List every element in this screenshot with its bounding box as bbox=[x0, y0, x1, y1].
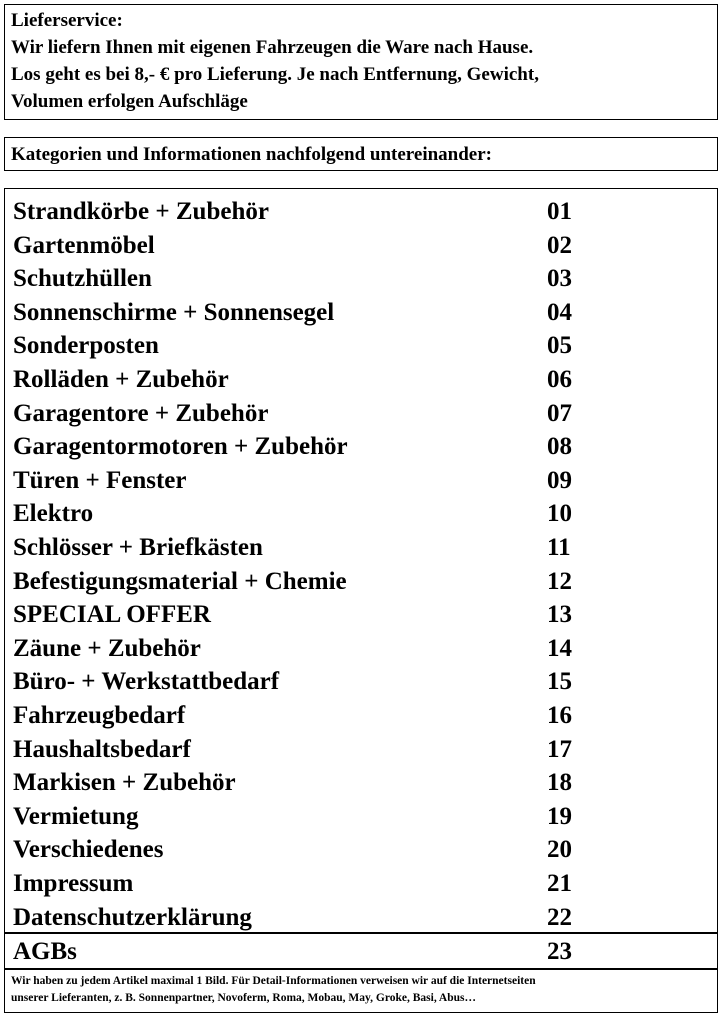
category-item-agb[interactable] bbox=[13, 934, 713, 970]
category-number: 11 bbox=[547, 534, 571, 561]
category-number: 09 bbox=[547, 466, 572, 494]
category-item[interactable] bbox=[13, 464, 713, 498]
category-label: Türen + Fenster bbox=[13, 466, 187, 494]
footer-note-box bbox=[4, 969, 718, 1013]
category-number: 19 bbox=[547, 802, 572, 830]
category-label: Sonnenschirme + Sonnensegel bbox=[13, 298, 335, 326]
category-item[interactable] bbox=[13, 497, 713, 531]
category-label: Datenschutzerklärung bbox=[13, 903, 252, 931]
category-item[interactable] bbox=[13, 699, 713, 733]
category-item[interactable] bbox=[13, 800, 713, 834]
category-item[interactable] bbox=[13, 195, 713, 229]
category-label: Garagentore + Zubehör bbox=[13, 399, 269, 427]
footer-note-line: Wir haben zu jedem Artikel maximal 1 Bild. Für Detail-Informationen verweisen wir auf die Internetseiten bbox=[11, 975, 536, 987]
category-label: Sonderposten bbox=[13, 332, 159, 360]
category-label: Rolläden + Zubehör bbox=[13, 366, 229, 393]
category-label: SPECIAL OFFER bbox=[13, 601, 211, 629]
delivery-line: Los geht es bei 8,- € pro Lieferung. Je nach Entfernung, Gewicht, bbox=[11, 64, 539, 85]
category-item[interactable] bbox=[13, 397, 713, 431]
delivery-line: Wir liefern Ihnen mit eigenen Fahrzeugen die Ware nach Hause. bbox=[11, 37, 534, 58]
category-number: 14 bbox=[547, 634, 572, 662]
category-item[interactable] bbox=[13, 867, 713, 901]
category-item[interactable] bbox=[13, 766, 713, 800]
category-item[interactable] bbox=[13, 833, 713, 867]
category-number: 12 bbox=[547, 567, 572, 595]
category-label: Vermietung bbox=[13, 802, 139, 830]
category-label: Gartenmöbel bbox=[13, 231, 155, 259]
category-number: 05 bbox=[547, 332, 572, 360]
delivery-line: Volumen erfolgen Aufschläge bbox=[11, 91, 248, 112]
category-item[interactable] bbox=[13, 565, 713, 599]
categories-intro-box bbox=[4, 137, 718, 171]
category-label: Schlösser + Briefkästen bbox=[13, 534, 263, 561]
category-label: Elektro bbox=[13, 500, 94, 528]
category-item[interactable] bbox=[13, 665, 713, 699]
category-number: 10 bbox=[547, 500, 572, 528]
category-number: 04 bbox=[547, 298, 572, 326]
category-item[interactable] bbox=[13, 531, 713, 565]
category-number: 22 bbox=[547, 903, 572, 931]
category-label: Zäune + Zubehör bbox=[13, 634, 201, 662]
category-label: Verschiedenes bbox=[13, 836, 164, 864]
category-item[interactable] bbox=[13, 296, 713, 330]
footer-note-line: unserer Lieferanten, z. B. Sonnenpartner, Novoferm, Roma, Mobau, May, Groke, Basi, Abus… bbox=[11, 992, 477, 1004]
category-number: 20 bbox=[547, 836, 572, 864]
category-number: 17 bbox=[547, 735, 572, 763]
category-number: 13 bbox=[547, 601, 572, 629]
category-number: 21 bbox=[547, 870, 572, 897]
delivery-info-box bbox=[4, 4, 718, 120]
category-number: 07 bbox=[547, 399, 572, 427]
categories-intro-text: Kategorien und Informationen nachfolgend untereinander: bbox=[11, 144, 493, 165]
category-label: Fahrzeugbedarf bbox=[13, 702, 186, 729]
category-item[interactable] bbox=[13, 733, 713, 767]
category-item[interactable] bbox=[13, 430, 713, 464]
category-number: 15 bbox=[547, 668, 572, 696]
category-number: 23 bbox=[547, 938, 572, 965]
category-label: AGBs bbox=[13, 938, 77, 965]
category-item[interactable] bbox=[13, 229, 713, 263]
category-list bbox=[4, 188, 718, 933]
category-number: 03 bbox=[547, 265, 572, 293]
category-number: 16 bbox=[547, 702, 572, 729]
category-label: Strandkörbe + Zubehör bbox=[13, 198, 269, 225]
category-label: Befestigungsmaterial + Chemie bbox=[13, 567, 347, 595]
agb-box bbox=[4, 933, 718, 969]
category-item[interactable] bbox=[13, 262, 713, 296]
category-item[interactable] bbox=[13, 598, 713, 632]
category-label: Büro- + Werkstattbedarf bbox=[13, 668, 280, 696]
category-number: 18 bbox=[547, 769, 572, 797]
category-number: 02 bbox=[547, 231, 572, 259]
category-label: Garagentormotoren + Zubehör bbox=[13, 433, 348, 461]
category-number: 08 bbox=[547, 433, 572, 461]
category-label: Impressum bbox=[13, 870, 134, 897]
category-label: Markisen + Zubehör bbox=[13, 769, 236, 797]
category-label: Haushaltsbedarf bbox=[13, 735, 191, 763]
category-item[interactable] bbox=[13, 901, 713, 935]
category-item[interactable] bbox=[13, 329, 713, 363]
category-item[interactable] bbox=[13, 363, 713, 397]
category-label: Schutzhüllen bbox=[13, 265, 152, 293]
delivery-title: Lieferservice: bbox=[11, 10, 123, 31]
category-item[interactable] bbox=[13, 632, 713, 666]
category-number: 06 bbox=[547, 366, 572, 393]
category-number: 01 bbox=[547, 198, 572, 225]
